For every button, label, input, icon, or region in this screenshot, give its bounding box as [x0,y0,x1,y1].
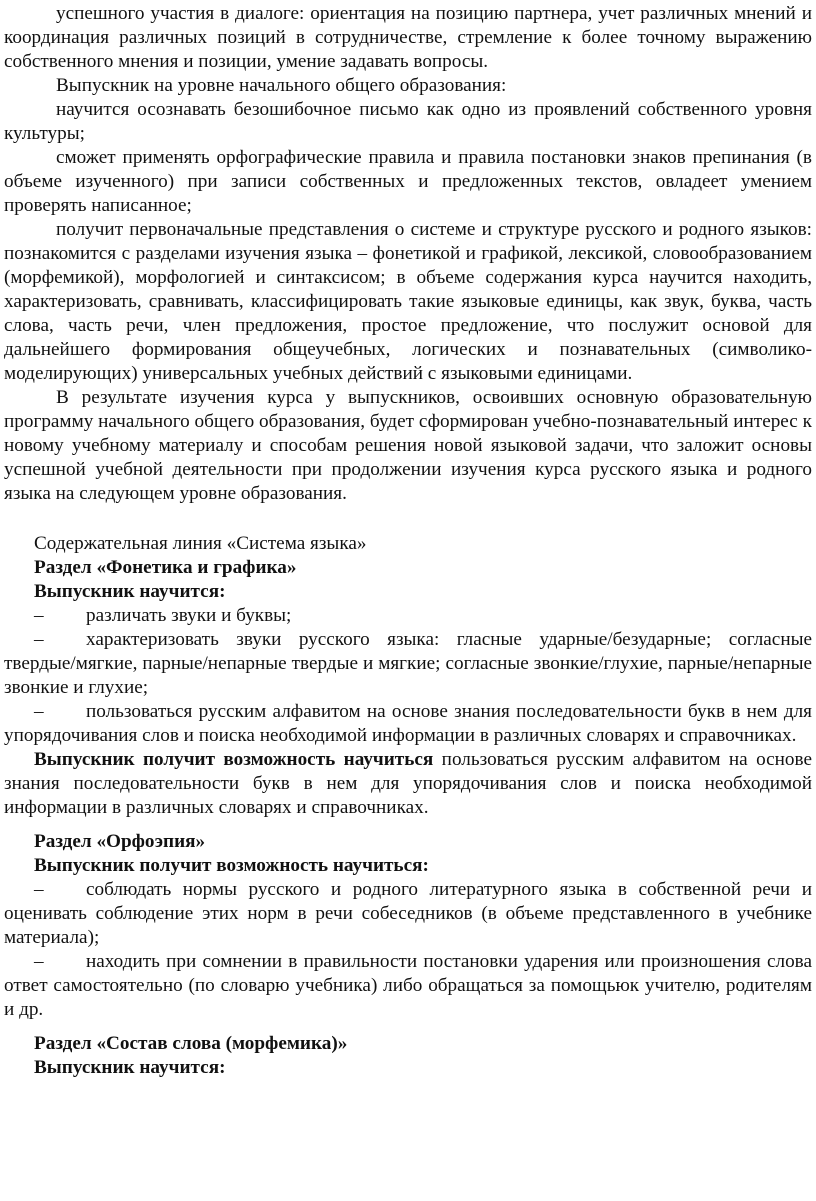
paragraph-dialogue: успешного участия в диалоге: ориентация на позицию партнера, учет различных мнений и координация различных позиций в сотрудничестве, стремление к более точному выражению собственного мнения и позиции, умение задавать вопросы. [4,3,812,72]
section-subheading-learns: Выпускник научится: [34,1057,226,1078]
dash-marker: – [34,629,44,650]
opportunity-text: пользоваться русским алфавитом на основе знания последовательности букв в нем для упорядочивания слов и поиска необходимой информации в различных словарях и справочниках. [4,749,812,818]
paragraph-result: В результате изучения курса у выпускников, освоивших основную образовательную программу начального общего образования, будет сформирован учебно-познавательный интерес к новому учебному материалу и способам решения новой языковой задачи, что заложит основы успешной учебной деятельности при продолжении изучения курса русского языка и родного языка на следующем уровне образования. [4,387,812,504]
paragraph-opportunity [4,748,812,820]
paragraph-orthography: сможет применять орфографические правила и правила постановки знаков препинания (в объеме изученного) при записи собственных и предложенных текстов, овладеет умением проверять написанное; [4,147,812,216]
paragraph-language-system: получит первоначальные представления о системе и структуре русского и родного языков: познакомится с разделами изучения языка – фонетикой и графикой, лексикой, словообразованием (морфемикой), морфологией и синтаксисом; в объеме содержания курса научится находить, характеризовать, сравнивать, классифицировать такие языковые единицы, как звук, буква, часть слова, часть речи, член предложения, простое предложение, что послужит основой для дальнейшего формирования общеучебных, логических и познавательных (символико-моделирующих) универсальных учебных действий с языковыми единицами. [4,219,812,384]
list-item [4,700,812,748]
section-subheading-opportunity: Выпускник получит возможность научиться: [34,855,429,876]
list-item-text: характеризовать звуки русского языка: гласные ударные/безударные; согласные твердые/мягкие, парные/непарные твердые и мягкие; согласные звонкие/глухие, парные/непарные звонкие и глухие; [4,629,812,698]
list-item-text: пользоваться русским алфавитом на основе знания последовательности букв в нем для упорядочивания слов и поиска необходимой информации в различных словарях и справочниках. [4,701,812,746]
list-item [4,878,812,950]
section-subheading-learns: Выпускник научится: [34,581,226,602]
dash-marker: – [34,605,44,626]
content-line-title: Содержательная линия «Система языка» [34,533,367,554]
spacer [4,1022,812,1032]
paragraph-graduate-intro: Выпускник на уровне начального общего образования: [56,75,507,96]
spacer [4,506,812,532]
dash-marker: – [34,701,44,722]
paragraph-literacy: научится осознавать безошибочное письмо как одно из проявлений собственного уровня культуры; [4,99,812,144]
dash-marker: – [34,879,44,900]
list-item-text: различать звуки и буквы; [86,605,292,626]
list-item [4,628,812,700]
section-heading-phonetics: Раздел «Фонетика и графика» [34,557,297,578]
dash-marker: – [34,951,44,972]
opportunity-bold: Выпускник получит возможность научиться [34,749,434,770]
section-heading-orthoepy: Раздел «Орфоэпия» [34,831,206,852]
spacer [4,820,812,830]
list-item-text: находить при сомнении в правильности постановки ударения или произношения слова ответ самостоятельно (по словарю учебника) либо обращаться за помощьюк учителю, родителям и др. [4,951,812,1020]
section-heading-morphemics: Раздел «Состав слова (морфемика)» [34,1033,348,1054]
list-item-text: соблюдать нормы русского и родного литературного языка в собственной речи и оценивать соблюдение этих норм в речи собеседников (в объеме представленного в учебнике материала); [4,879,812,948]
list-item [4,950,812,1022]
list-item [4,604,812,628]
